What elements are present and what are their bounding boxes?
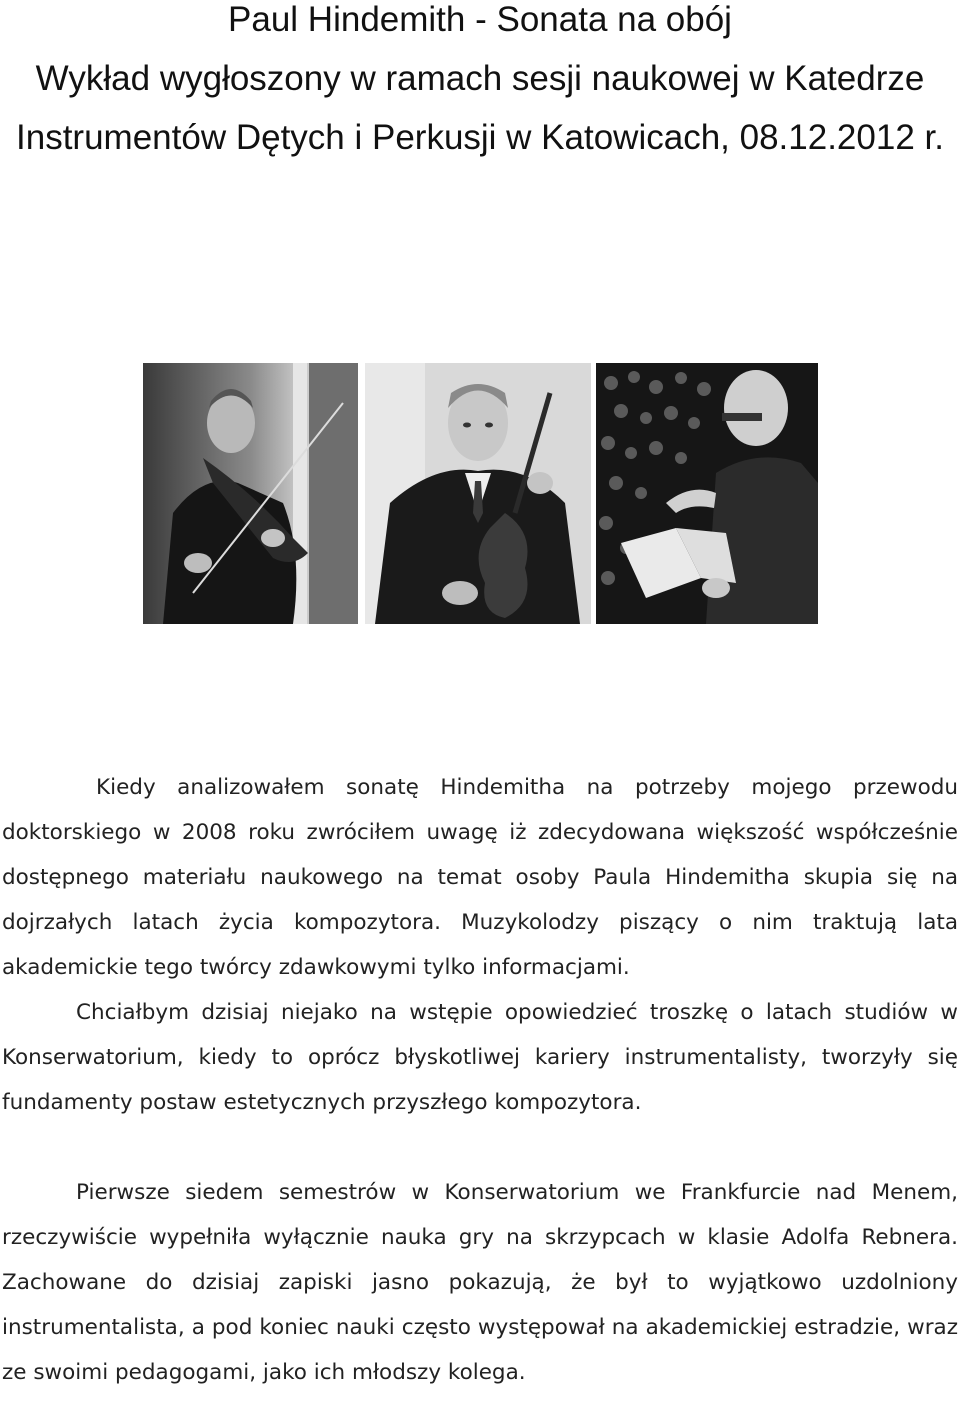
subtitle-line-2: Instrumentów Dętych i Perkusji w Katowicach, 08.12.2012 r. — [16, 118, 944, 157]
photo-collage — [143, 363, 818, 624]
paragraph: Pierwsze siedem semestrów w Konserwatorium we Frankfurcie nad Menem, rzeczywiście wypełniła wyłącznie nauka gry na skrzypcach w klasie Adolfa Rebnera. Zachowane do dzisiaj zapiski jasno pokazują, że był to wyjątkowo uzdolniony instrumentalista, a pod koniec nauki często występował na akademickiej estradzie, wraz ze swoimi pedagogami, jako ich młodszy kolega. — [2, 1180, 958, 1385]
paragraph: Kiedy analizowałem sonatę Hindemitha na potrzeby mojego przewodu doktorskiego w 2008 roku zwróciłem uwagę iż zdecydowana większość współcześnie dostępnego materiału naukowego na temat osoby Paula Hindemitha skupia się na dojrzałych latach życia kompozytora. Muzykolodzy piszący o nim traktują lata akademickie tego twórcy zdawkowymi tylko informacjami. — [2, 775, 958, 980]
photo-seated-with-violin — [365, 363, 591, 624]
photo-violinist-playing — [143, 363, 358, 624]
subtitle-line-1: Wykład wygłoszony w ramach sesji naukowej w Katedrze — [35, 59, 925, 98]
photo-conductor — [596, 363, 818, 624]
document-title: Paul Hindemith - Sonata na obój — [228, 0, 732, 39]
paragraph: Chciałbym dzisiaj niejako na wstępie opowiedzieć troszkę o latach studiów w Konserwatorium, kiedy to oprócz błyskotliwej kariery instrumentalisty, tworzyły się fundamenty postaw estetycznych przyszłego kompozytora. — [2, 1000, 958, 1115]
body-text — [2, 765, 958, 1395]
